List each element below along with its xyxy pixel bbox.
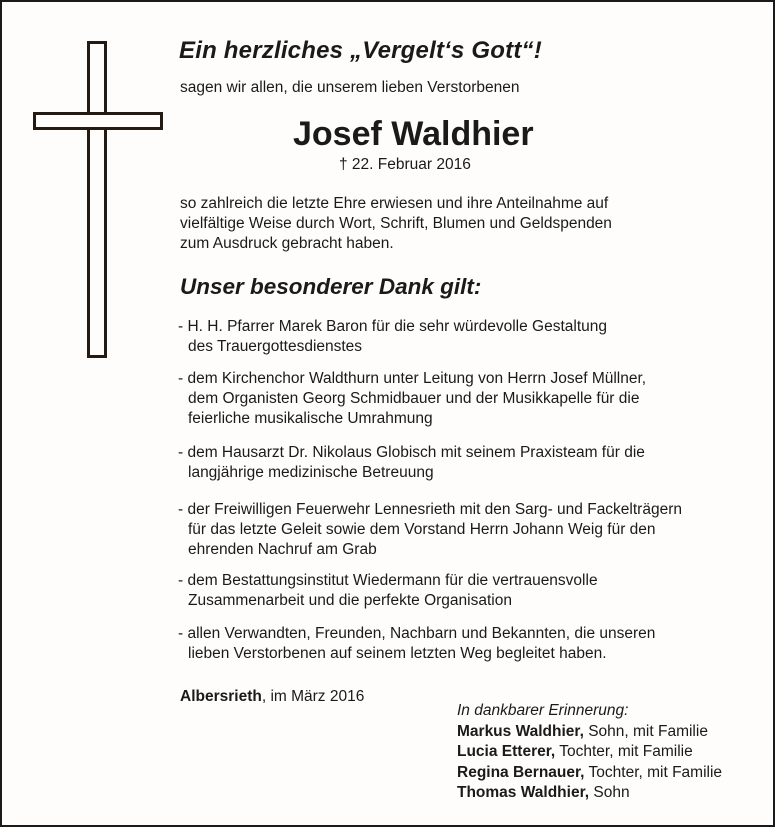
deceased-name: Josef Waldhier xyxy=(293,115,534,153)
thanks-item-line: - dem Hausarzt Dr. Nikolaus Globisch mit seinem Praxisteam für die xyxy=(178,444,645,461)
body-line: so zahlreich die letzte Ehre erwiesen und ihre Anteilnahme auf xyxy=(180,195,609,212)
thanks-item-line: feierliche musikalische Umrahmung xyxy=(188,410,433,427)
cross-intersection xyxy=(90,115,104,127)
notice-headline: Ein herzliches „Vergelt‘s Gott“! xyxy=(179,37,542,64)
signatory-name: Lucia Etterer, xyxy=(457,743,556,760)
signatory-relation: Sohn xyxy=(589,784,630,801)
thanks-item-line: - der Freiwilligen Feuerwehr Lennesrieth mit den Sarg- und Fackelträgern xyxy=(178,501,682,518)
signatory-name: Markus Waldhier, xyxy=(457,722,584,740)
signatory xyxy=(457,742,722,763)
signatory-relation: Sohn, mit Familie xyxy=(583,722,708,740)
intro-text: sagen wir allen, die unserem lieben Verstorbenen xyxy=(180,79,520,96)
body-line: zum Ausdruck gebracht haben. xyxy=(180,235,394,252)
signatory xyxy=(457,722,722,743)
signatories xyxy=(457,701,722,804)
thanks-item-line: - dem Bestattungsinstitut Wiedermann für die vertrauensvolle xyxy=(178,572,598,589)
body-line: vielfältige Weise durch Wort, Schrift, Blumen und Geldspenden xyxy=(180,215,612,232)
place-name: Albersrieth xyxy=(180,688,262,705)
thanks-item-line: dem Organisten Georg Schmidbauer und der Musikkapelle für die xyxy=(188,390,640,407)
signatories-caption: In dankbarer Erinnerung: xyxy=(457,702,629,719)
place-date xyxy=(180,688,364,706)
signatory-name: Regina Bernauer, xyxy=(457,763,585,781)
signatory-relation: Tochter, mit Familie xyxy=(555,743,693,760)
signatory-relation: Tochter, mit Familie xyxy=(584,763,723,781)
body-paragraph xyxy=(180,194,612,254)
thanks-item-pastor xyxy=(178,317,607,357)
thanks-item-fire-brigade xyxy=(178,500,682,560)
thanks-item-line: ehrenden Nachruf am Grab xyxy=(188,541,377,558)
thanks-item-line: - dem Kirchenchor Waldthurn unter Leitung von Herrn Josef Müllner, xyxy=(178,370,647,387)
thanks-item-funeral-home xyxy=(178,571,598,611)
thanks-item-line: Zusammenarbeit und die perfekte Organisation xyxy=(188,592,512,609)
thanks-heading: Unser besonderer Dank gilt: xyxy=(180,274,482,299)
thanks-item-doctor xyxy=(178,443,645,483)
signatory-name: Thomas Waldhier, xyxy=(457,784,590,801)
signatory xyxy=(457,763,722,784)
thanks-item-line: - allen Verwandten, Freunden, Nachbarn und Bekannten, die unseren xyxy=(178,625,656,642)
thanks-item-line: des Trauergottesdienstes xyxy=(188,338,363,355)
thanks-item-line: lieben Verstorbenen auf seinem letzten Weg begleitet haben. xyxy=(188,645,607,662)
thanks-item-line: langjährige medizinische Betreuung xyxy=(188,464,434,481)
thanks-item-relatives xyxy=(178,624,655,664)
signatory xyxy=(457,783,722,804)
notice-date: , im März 2016 xyxy=(261,688,365,705)
cross-vertical-beam xyxy=(87,41,107,358)
thanks-item-choir xyxy=(178,369,646,429)
thanks-item-line: für das letzte Geleit sowie dem Vorstand Herrn Johann Weig für den xyxy=(188,521,656,538)
death-date: † 22. Februar 2016 xyxy=(339,156,471,173)
thanks-item-line: - H. H. Pfarrer Marek Baron für die sehr würdevolle Gestaltung xyxy=(178,318,608,335)
